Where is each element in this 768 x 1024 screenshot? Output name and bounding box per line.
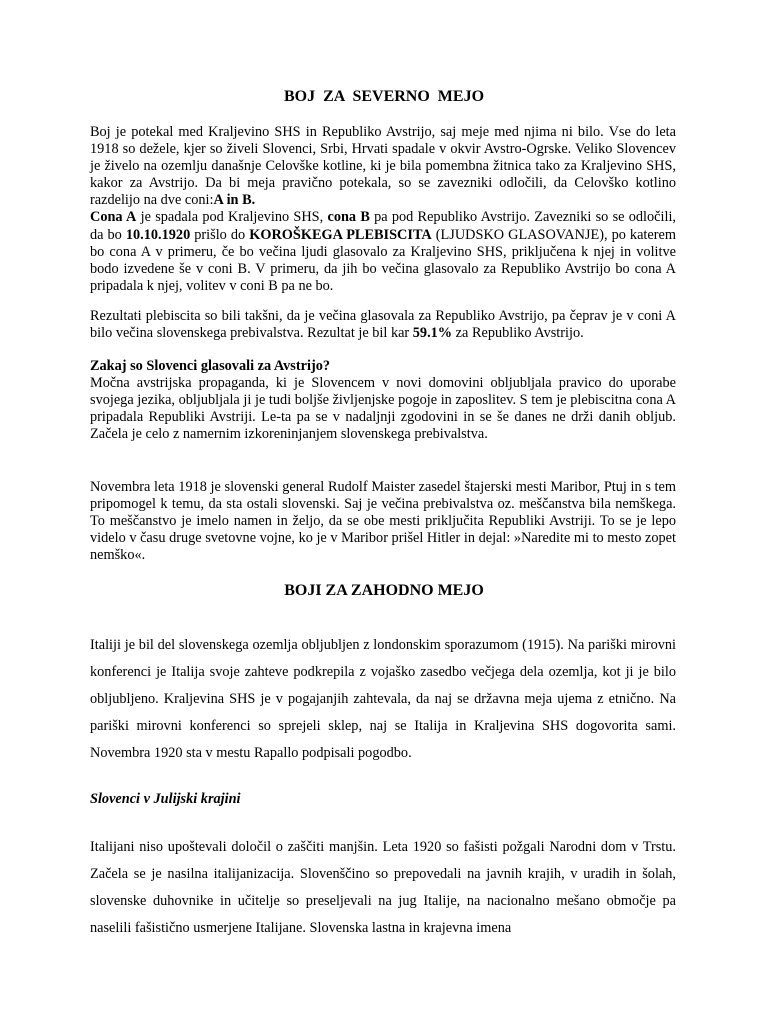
result-percentage: 59.1% [412, 325, 453, 342]
italy-text: Italiji je bil del slovenskega ozemlja obljubljen z londonskim sporazumom (1915). Na pariški mirovni konferenci je Italija svoje zahteve podkrepila z vojaško zasedbo večjega dela ozemlja, kot ji je bilo obljubljeno. Kraljevina SHS je v pogajanjih zahtevala, da naj se državna meja ujema z etnično. Na pariški mirovni konferenci so sprejeli sklep, naj se Italija in Kraljevina SHS dogovorita sami. Novembra 1920 sta v mestu Rapallo podpisali pogodbo. [90, 637, 676, 761]
p2-text-2: pa pod Republiko Avstrijo. Zavezniki so se odločili, da bo [90, 209, 676, 243]
paragraph-intro-bold: A in B. [213, 192, 256, 209]
p2-text-4: (LJUDSKO GLASOVANJE), po katerem bo cona A v primeru, če bo večina ljudi glasovalo za Kraljevino SHS, priključena k njej in volitve bodo izvedene še v coni B. V primeru, da jih bo večina glasovalo za Republiko Avstrijo bo cona A pripadala k njej, volitev v coni B pa ne bo. [90, 226, 676, 294]
p2-text-1: je spadala pod Kraljevino SHS, [136, 209, 328, 226]
cona-a-label: Cona A [90, 209, 137, 226]
paragraph-why [90, 358, 676, 443]
subheading-julian: Slovenci v Julijski krajini [90, 791, 241, 807]
paragraph-maister [90, 479, 676, 564]
page-title: BOJ ZA SEVERNO MEJO [283, 88, 485, 105]
paragraph-minorities [90, 834, 676, 942]
why-text: Močna avstrijska propaganda, ki je Slovencem v novi domovini obljubljala pravico do uporabe svojega jezika, obljubljala ji je tudi boljše življenjske pogoje in zaposlitev. S tem je plebiscitna cona A pripadala Republiki Avstriji. Le-ta pa se v nadaljnji zgodovini in se še danes ne drži danih obljub. Začela je celo z namernim izkoreninjanjem slovenskega prebivalstva. [90, 375, 676, 443]
paragraph-intro [90, 124, 676, 295]
paragraph-intro-text: Boj je potekal med Kraljevino SHS in Republiko Avstrijo, saj meje med njima ni bilo. Vse do leta 1918 so dežele, kjer so živeli Slovenci, Srbi, Hrvati spadale v okvir Avstro-Ogrske. Veliko Slovencev je živelo na ozemlju današnje Celovške kotline, ki je bila pomembna žitnica tako za Kraljevino SHS, kakor za Avstrijo. Da bi meja pravično potekala, so se zavezniki odločili, da Celovško kotlino razdelijo na dve coni: [90, 124, 676, 209]
minorities-text: Italijani niso upoštevali določil o zaščiti manjšin. Leta 1920 so fašisti požgali Narodni dom v Trstu. Začela se je nasilna italijanizacija. Slovenščino so prepovedali na javnih krajih, v uradih in šolah, slovenske duhovnike in učitelje so preseljevali na jug Italije, na nacionalno mešano območje pa naselili fašistično usmerjene Italijane. Slovenska lastna in krajevna imena [90, 839, 676, 936]
paragraph-italy [90, 632, 676, 767]
maister-text: Novembra leta 1918 je slovenski general Rudolf Maister zasedel štajerski mesti Maribor, Ptuj in s tem pripomogel k temu, da sta ostali slovenski. Saj je večina prebivalstva oz. meščanstva bila nemškega. To meščanstvo je imelo namen in željo, da se obe mesti priključita Republiki Avstriji. To se je lepo videlo v času druge svetovne vojne, ko je v Maribor prišel Hitler in dejal: »Naredite mi to mesto zopet nemško«. [90, 479, 676, 564]
why-heading: Zakaj so Slovenci glasovali za Avstrijo? [90, 358, 331, 374]
plebiscite-date: 10.10.1920 [125, 226, 191, 243]
p3-text-1: Rezultati plebiscita so bili takšni, da je večina glasovala za Republiko Avstrijo, pa čeprav je v coni A bilo večina slovenskega prebivalstva. Rezultat je bil kar [90, 308, 676, 342]
plebiscite-name: KOROŠKEGA PLEBISCITA [249, 226, 432, 243]
p2-text-3: prišlo do [190, 226, 250, 243]
p3-text-2: za Republiko Avstrijo. [452, 325, 584, 342]
section-title-west: BOJI ZA ZAHODNO MEJO [284, 582, 484, 599]
paragraph-results [90, 308, 676, 342]
cona-b-label: cona B [327, 209, 370, 226]
